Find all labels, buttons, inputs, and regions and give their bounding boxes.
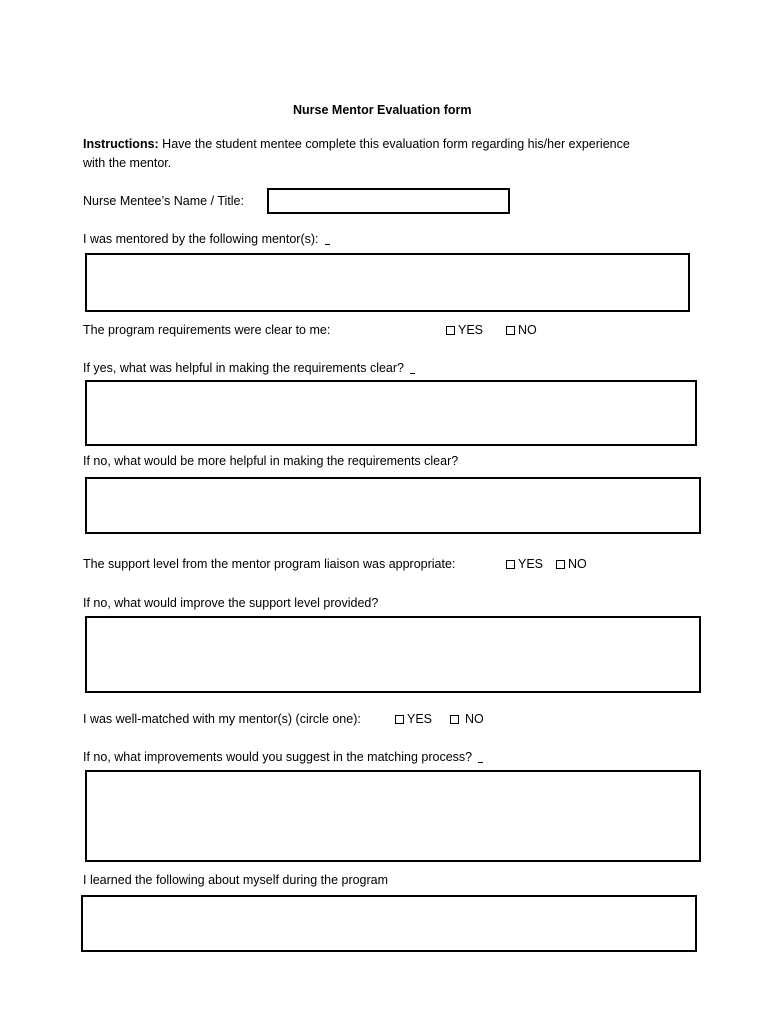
instructions-text-2: with the mentor. <box>83 156 172 170</box>
support-level-label: The support level from the mentor program liaison was appropriate: <box>83 557 456 571</box>
mentored-by-field[interactable] <box>85 253 690 312</box>
no-label: NO <box>568 557 587 571</box>
yes-label: YES <box>407 712 433 726</box>
well-matched-no[interactable] <box>450 711 484 727</box>
form-title: Nurse Mentor Evaluation form <box>293 103 472 117</box>
checkbox-icon[interactable] <box>446 326 455 335</box>
mentored-by-label: I was mentored by the following mentor(s): <box>83 232 319 246</box>
checkbox-icon[interactable] <box>506 560 515 569</box>
instructions <box>83 136 630 152</box>
well-matched-label: I was well-matched with my mentor(s) (circle one): <box>83 712 361 726</box>
mentee-name-label: Nurse Mentee’s Name / Title: <box>83 194 244 208</box>
if-no-improve-support-label: If no, what would improve the support level provided? <box>83 596 379 610</box>
no-label: NO <box>518 323 537 337</box>
no-label: NO <box>465 712 484 726</box>
if-no-matching-label: If no, what improvements would you suggest in the matching process? <box>83 750 473 764</box>
checkbox-icon[interactable] <box>506 326 515 335</box>
mentee-name-field[interactable] <box>267 188 510 214</box>
checkbox-icon[interactable] <box>450 715 459 724</box>
if-no-improve-support-field[interactable] <box>85 616 701 693</box>
support-level-no[interactable] <box>556 556 587 572</box>
instructions-text-1: Have the student mentee complete this evaluation form regarding his/her experience <box>158 137 630 151</box>
requirements-clear-no[interactable] <box>506 322 537 338</box>
checkbox-icon[interactable] <box>556 560 565 569</box>
learned-label: I learned the following about myself during the program <box>83 873 389 887</box>
yes-label: YES <box>458 323 484 337</box>
if-yes-helpful-field[interactable] <box>85 380 697 446</box>
requirements-clear-yes[interactable] <box>446 322 483 338</box>
if-yes-helpful-label: If yes, what was helpful in making the requirements clear? <box>83 361 404 375</box>
mentored-by-row <box>83 231 330 247</box>
if-no-more-helpful-label: If no, what would be more helpful in making the requirements clear? <box>83 454 459 468</box>
learned-field[interactable] <box>81 895 697 952</box>
if-no-more-helpful-field[interactable] <box>85 477 701 534</box>
instructions-label: Instructions: <box>83 137 159 151</box>
underscore-mark <box>325 234 330 245</box>
if-yes-helpful-row <box>83 360 415 376</box>
support-level-yes[interactable] <box>506 556 543 572</box>
if-no-matching-row <box>83 749 483 765</box>
requirements-clear-label: The program requirements were clear to me: <box>83 323 331 337</box>
checkbox-icon[interactable] <box>395 715 404 724</box>
underscore-mark <box>410 363 415 374</box>
yes-label: YES <box>518 557 544 571</box>
well-matched-yes[interactable] <box>395 711 432 727</box>
if-no-matching-field[interactable] <box>85 770 701 862</box>
underscore-mark <box>478 752 483 763</box>
